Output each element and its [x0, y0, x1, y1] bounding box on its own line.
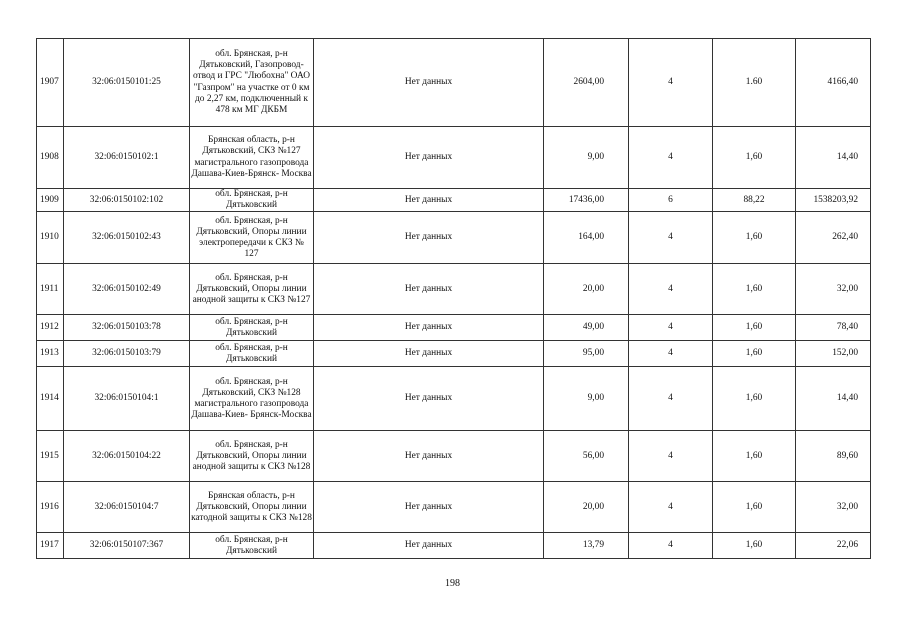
status-cell: Нет данных — [314, 212, 544, 264]
area-cell: 164,00 — [544, 212, 629, 264]
cadastral-number-cell: 32:06:0150102:43 — [64, 212, 190, 264]
row-number-cell: 1910 — [37, 212, 64, 264]
category-cell: 4 — [629, 39, 713, 127]
total-cell: 14,40 — [796, 367, 871, 431]
address-cell: обл. Брянская, р-н Дятьковский, Опоры линии электропередачи к СКЗ № 127 — [190, 212, 314, 264]
cadastral-number-cell: 32:06:0150104:1 — [64, 367, 190, 431]
status-cell: Нет данных — [314, 482, 544, 533]
cadastral-number-cell: 32:06:0150102:49 — [64, 264, 190, 315]
category-cell: 4 — [629, 482, 713, 533]
category-cell: 4 — [629, 341, 713, 367]
address-cell: обл. Брянская, р-н Дятьковский — [190, 533, 314, 559]
status-cell: Нет данных — [314, 315, 544, 341]
table-row — [37, 39, 871, 127]
table-row — [37, 127, 871, 189]
area-cell: 9,00 — [544, 127, 629, 189]
page-number: 198 — [445, 578, 460, 589]
area-cell: 20,00 — [544, 264, 629, 315]
rate-cell: 1,60 — [713, 127, 796, 189]
total-cell: 152,00 — [796, 341, 871, 367]
table-row — [37, 341, 871, 367]
total-cell: 1538203,92 — [796, 189, 871, 212]
category-cell: 4 — [629, 127, 713, 189]
rate-cell: 88,22 — [713, 189, 796, 212]
rate-cell: 1,60 — [713, 367, 796, 431]
row-number-cell: 1914 — [37, 367, 64, 431]
area-cell: 2604,00 — [544, 39, 629, 127]
cadastral-number-cell: 32:06:0150102:102 — [64, 189, 190, 212]
row-number-cell: 1911 — [37, 264, 64, 315]
status-cell: Нет данных — [314, 39, 544, 127]
area-cell: 13,79 — [544, 533, 629, 559]
category-cell: 4 — [629, 212, 713, 264]
rate-cell: 1.60 — [713, 39, 796, 127]
table-row — [37, 264, 871, 315]
address-cell: обл. Брянская, р-н Дятьковский — [190, 341, 314, 367]
address-cell: обл. Брянская, р-н Дятьковский, СКЗ №128 магистрального газопровода Дашава-Киев- Брянск-Москва — [190, 367, 314, 431]
category-cell: 4 — [629, 367, 713, 431]
table-row — [37, 367, 871, 431]
total-cell: 32,00 — [796, 482, 871, 533]
rate-cell: 1,60 — [713, 431, 796, 482]
total-cell: 22,06 — [796, 533, 871, 559]
address-cell: обл. Брянская, р-н Дятьковский — [190, 315, 314, 341]
status-cell: Нет данных — [314, 127, 544, 189]
cadastral-number-cell: 32:06:0150102:1 — [64, 127, 190, 189]
row-number-cell: 1908 — [37, 127, 64, 189]
address-cell: Брянская область, р-н Дятьковский, СКЗ №127 магистрального газопровода Дашава-Киев-Брянск- Москва — [190, 127, 314, 189]
row-number-cell: 1909 — [37, 189, 64, 212]
area-cell: 9,00 — [544, 367, 629, 431]
table-row — [37, 482, 871, 533]
status-cell: Нет данных — [314, 189, 544, 212]
total-cell: 32,00 — [796, 264, 871, 315]
row-number-cell: 1912 — [37, 315, 64, 341]
row-number-cell: 1907 — [37, 39, 64, 127]
table-body — [37, 39, 871, 559]
area-cell: 49,00 — [544, 315, 629, 341]
cadastral-number-cell: 32:06:0150101:25 — [64, 39, 190, 127]
rate-cell: 1,60 — [713, 212, 796, 264]
table-row — [37, 431, 871, 482]
category-cell: 6 — [629, 189, 713, 212]
area-cell: 95,00 — [544, 341, 629, 367]
address-cell: обл. Брянская, р-н Дятьковский, Опоры линии анодной защиты к СКЗ №127 — [190, 264, 314, 315]
cadastral-number-cell: 32:06:0150107:367 — [64, 533, 190, 559]
row-number-cell: 1916 — [37, 482, 64, 533]
row-number-cell: 1915 — [37, 431, 64, 482]
address-cell: обл. Брянская, р-н Дятьковский — [190, 189, 314, 212]
cadastral-table — [36, 38, 871, 559]
status-cell: Нет данных — [314, 264, 544, 315]
category-cell: 4 — [629, 431, 713, 482]
cadastral-number-cell: 32:06:0150103:79 — [64, 341, 190, 367]
table-row — [37, 315, 871, 341]
category-cell: 4 — [629, 264, 713, 315]
category-cell: 4 — [629, 533, 713, 559]
cadastral-number-cell: 32:06:0150104:7 — [64, 482, 190, 533]
row-number-cell: 1913 — [37, 341, 64, 367]
status-cell: Нет данных — [314, 431, 544, 482]
address-cell: обл. Брянская, р-н Дятьковский, Газопровод-отвод и ГРС "Любохна" ОАО "Газпром" на участке от 0 км до 2,27 км, подключенный к 478 км МГ ДКБМ — [190, 39, 314, 127]
table-row — [37, 212, 871, 264]
area-cell: 56,00 — [544, 431, 629, 482]
total-cell: 262,40 — [796, 212, 871, 264]
rate-cell: 1,60 — [713, 533, 796, 559]
row-number-cell: 1917 — [37, 533, 64, 559]
area-cell: 20,00 — [544, 482, 629, 533]
table-row — [37, 533, 871, 559]
rate-cell: 1,60 — [713, 341, 796, 367]
status-cell: Нет данных — [314, 533, 544, 559]
rate-cell: 1,60 — [713, 315, 796, 341]
address-cell: обл. Брянская, р-н Дятьковский, Опоры линии анодной защиты к СКЗ №128 — [190, 431, 314, 482]
category-cell: 4 — [629, 315, 713, 341]
total-cell: 89,60 — [796, 431, 871, 482]
rate-cell: 1,60 — [713, 482, 796, 533]
status-cell: Нет данных — [314, 341, 544, 367]
total-cell: 14,40 — [796, 127, 871, 189]
cadastral-number-cell: 32:06:0150104:22 — [64, 431, 190, 482]
table-row — [37, 189, 871, 212]
area-cell: 17436,00 — [544, 189, 629, 212]
total-cell: 78,40 — [796, 315, 871, 341]
cadastral-number-cell: 32:06:0150103:78 — [64, 315, 190, 341]
status-cell: Нет данных — [314, 367, 544, 431]
rate-cell: 1,60 — [713, 264, 796, 315]
total-cell: 4166,40 — [796, 39, 871, 127]
address-cell: Брянская область, р-н Дятьковский, Опоры линии катодной защиты к СКЗ №128 — [190, 482, 314, 533]
